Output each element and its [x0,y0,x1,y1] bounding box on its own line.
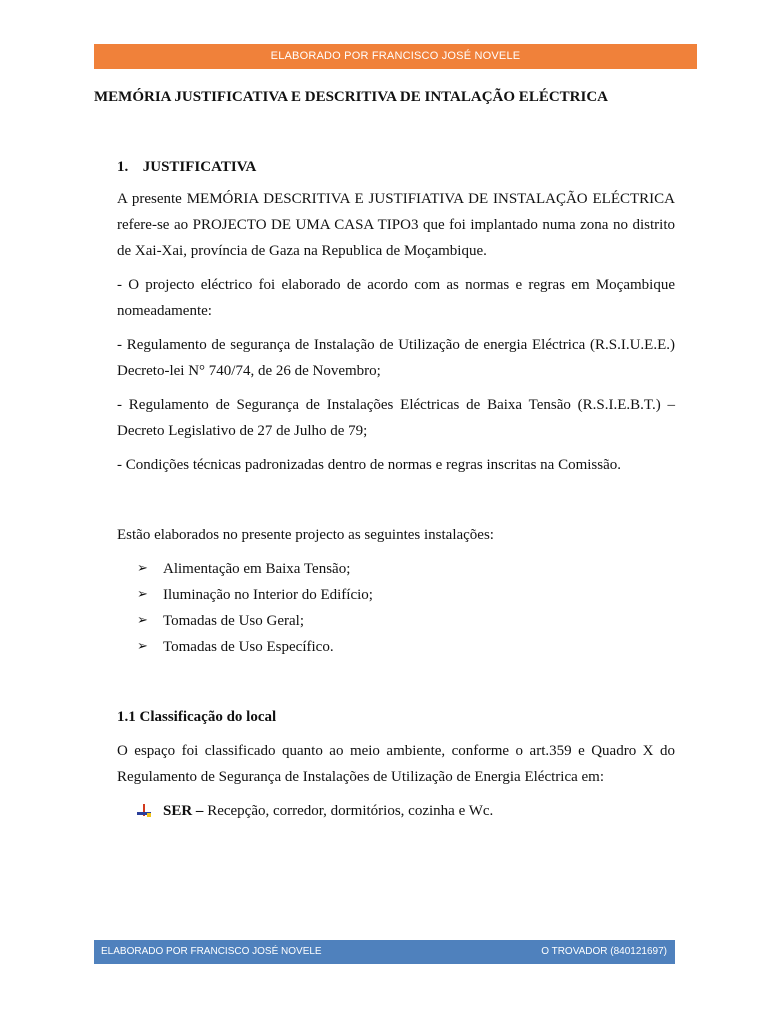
norm-rsiebt-paragraph: - Regulamento de Segurança de Instalações Eléctricas de Baixa Tensão (R.S.I.E.B.T.) – Decreto Legislativo de 27 de Julho de 79; [117,397,675,439]
list-item-text: Tomadas de Uso Geral; [163,613,304,629]
page-footer-bar [94,940,675,964]
list-item [117,608,373,634]
installations-intro-paragraph: Estão elaborados no presente projecto as seguintes instalações: [117,527,494,543]
list-item-text: Alimentação em Baixa Tensão; [163,561,351,577]
footer-author: ELABORADO POR FRANCISCO JOSÉ NOVELE [101,946,322,957]
arrow-bullet-icon: ➢ [137,639,148,654]
list-item [117,582,373,608]
classification-paragraph: O espaço foi classificado quanto ao meio ambiente, conforme o art.359 e Quadro X do Regulamento de Segurança de Instalações de Utilização de Energia Eléctrica em: [117,743,675,785]
intro-paragraph: A presente MEMÓRIA DESCRITIVA E JUSTIFIATIVA DE INSTALAÇÃO ELÉCTRICA refere-se ao PROJECTO DE UMA CASA TIPO3 que foi implantado numa zona no distrito de Xai-Xai, província de Gaza na Republica de Moçambique. [117,191,675,259]
norm-technical-conditions-paragraph: - Condições técnicas padronizadas dentro de normas e regras inscritas na Comissão. [117,457,622,473]
section-1-1-heading: 1.1 Classificação do local [117,709,277,725]
footer-contact: O TROVADOR (840121697) [541,946,667,957]
ser-label: SER – [163,803,204,819]
norm-rsiuee-paragraph: - Regulamento de segurança de Instalação de Utilização de energia Eléctrica (R.S.I.U.E.E.) Decreto-lei N° 740/74, de 26 de Novembro; [117,337,675,379]
list-item [117,634,373,660]
list-item-text: Tomadas de Uso Específico. [163,639,334,655]
arrow-bullet-icon: ➢ [137,587,148,602]
ser-classification-item [137,799,493,823]
section-1-number: 1. [117,159,129,175]
ser-text: Recepção, corredor, dormitórios, cozinha e Wc. [203,803,494,819]
page-header-bar [94,44,697,69]
installations-list [117,556,373,660]
multicolor-bullet-icon [137,804,151,818]
section-1-heading [117,158,256,176]
arrow-bullet-icon: ➢ [137,561,148,576]
document-title: MEMÓRIA JUSTIFICATIVA E DESCRITIVA DE INTALAÇÃO ELÉCTRICA [94,89,608,105]
list-item [117,556,373,582]
norms-intro-paragraph: - O projecto eléctrico foi elaborado de acordo com as normas e regras em Moçambique nomeadamente: [117,277,675,319]
header-text: ELABORADO POR FRANCISCO JOSÉ NOVELE [270,50,521,62]
list-item-text: Iluminação no Interior do Edifício; [163,587,373,603]
arrow-bullet-icon: ➢ [137,613,148,628]
section-1-title: JUSTIFICATIVA [142,159,257,175]
